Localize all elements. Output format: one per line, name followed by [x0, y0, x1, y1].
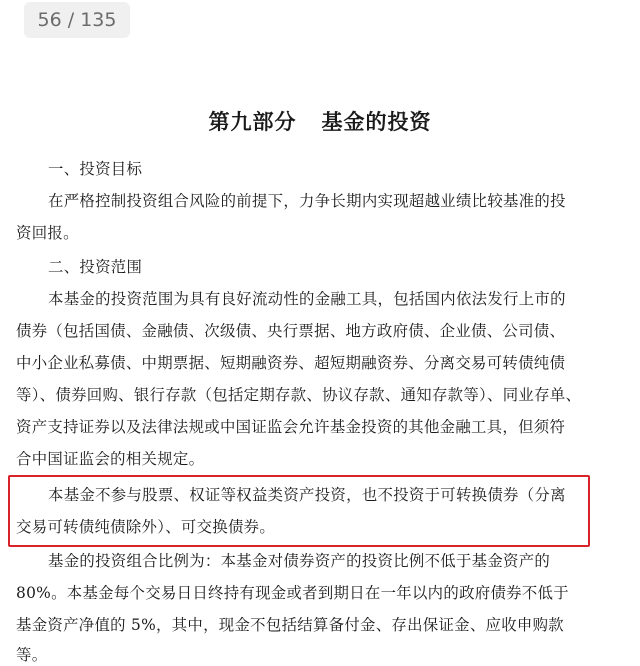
highlighted-line: 本基金不参与股票、权证等权益类资产投资，也不投资于可转换债券（分离 — [48, 486, 566, 504]
heading-investment-objective: 一、投资目标 — [48, 160, 143, 178]
paragraph-line: 在严格控制投资组合风险的前提下，力争长期内实现超越业绩比较基准的投 — [48, 192, 566, 210]
paragraph-line: 80%。本基金每个交易日日终持有现金或者到期日在一年以内的政府债券不低于 — [16, 584, 569, 602]
paragraph-line: 本基金的投资范围为具有良好流动性的金融工具，包括国内依法发行上市的 — [48, 290, 566, 308]
page-indicator: 56 / 135 — [24, 2, 130, 38]
paragraph-line: 基金的投资组合比例为：本基金对债券资产的投资比例不低于基金资产的 — [48, 552, 551, 570]
paragraph-line: 债券（包括国债、金融债、次级债、央行票据、地方政府债、企业债、公司债、 — [16, 322, 566, 340]
highlighted-line: 交易可转债纯债除外）、可交换债券。 — [16, 518, 276, 536]
paragraph-line: 基金资产净值的 5%，其中，现金不包括结算备付金、存出保证金、应收申购款 — [16, 616, 564, 634]
paragraph-line: 资回报。 — [16, 224, 79, 242]
paragraph-line: 中小企业私募债、中期票据、短期融资券、超短期融资券、分离交易可转债纯债 — [16, 354, 566, 372]
heading-investment-scope: 二、投资范围 — [48, 258, 143, 276]
paragraph-line: 资产支持证券以及法律法规或中国证监会允许基金投资的其他金融工具，但须符 — [16, 418, 566, 436]
paragraph-line: 等。 — [16, 646, 48, 664]
section-title: 第九部分 基金的投资 — [208, 110, 432, 134]
paragraph-line: 等）、债券回购、银行存款（包括定期存款、协议存款、通知存款等）、同业存单、 — [16, 386, 582, 404]
paragraph-line: 合中国证监会的相关规定。 — [16, 450, 205, 468]
